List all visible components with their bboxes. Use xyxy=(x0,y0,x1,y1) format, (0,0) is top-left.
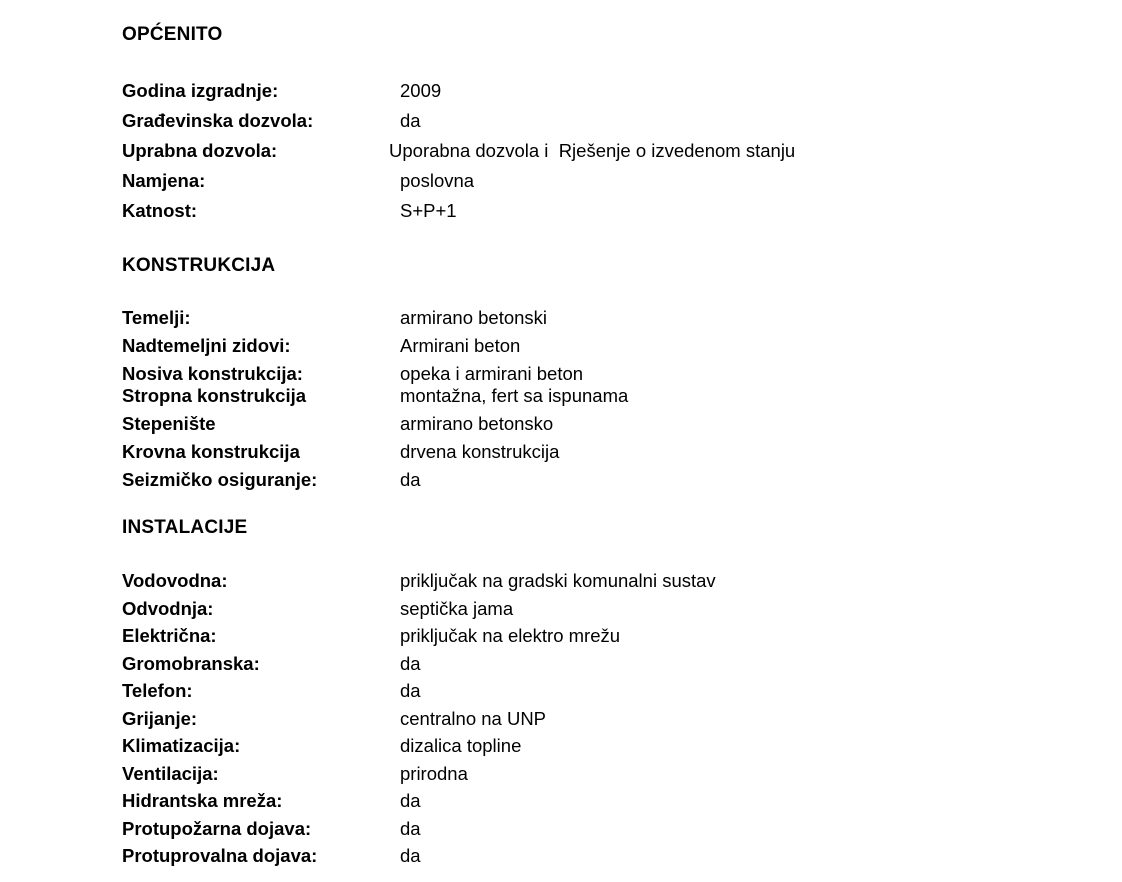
spec-value: armirano betonsko xyxy=(400,413,554,434)
spec-value: da xyxy=(400,680,421,701)
spec-label: Protuprovalna dojava: xyxy=(122,845,318,866)
spec-row xyxy=(122,171,1082,190)
spec-label: Gromobranska: xyxy=(122,652,260,674)
spec-section xyxy=(122,256,1082,489)
spec-value: da xyxy=(400,110,421,131)
spec-label: Stepenište xyxy=(122,413,216,434)
spec-value: 2009 xyxy=(400,80,442,101)
spec-row xyxy=(122,681,1082,700)
spec-value: da xyxy=(400,469,421,490)
spec-value: da xyxy=(400,652,421,674)
spec-label: Vodovodna: xyxy=(122,570,228,591)
spec-value: poslovna xyxy=(400,170,475,191)
spec-row xyxy=(122,442,1082,461)
spec-row xyxy=(122,201,1082,220)
section-rows xyxy=(122,308,1082,489)
spec-value: da xyxy=(400,817,421,839)
spec-label: Godina izgradnje: xyxy=(122,80,279,101)
section-rows xyxy=(122,81,1082,220)
spec-row xyxy=(122,141,1082,160)
spec-label: Krovna konstrukcija xyxy=(122,441,300,462)
spec-value: da xyxy=(400,790,421,811)
spec-label: Temelji: xyxy=(122,307,191,328)
spec-row xyxy=(122,709,1082,728)
spec-row xyxy=(122,386,1082,405)
section-title: KONSTRUKCIJA xyxy=(122,255,276,276)
spec-section xyxy=(122,518,1082,865)
spec-label: Ventilacija: xyxy=(122,762,219,784)
spec-value: priključak na gradski komunalni sustav xyxy=(400,570,716,591)
spec-value: priključak na elektro mrežu xyxy=(400,625,621,646)
spec-value: dizalica topline xyxy=(400,735,522,756)
section-title: OPĆENITO xyxy=(122,24,223,45)
spec-row xyxy=(122,846,1082,865)
spec-row xyxy=(122,308,1082,327)
spec-label: Telefon: xyxy=(122,680,193,701)
spec-value: armirano betonski xyxy=(400,307,548,328)
spec-row xyxy=(122,736,1082,755)
spec-value: drvena konstrukcija xyxy=(400,441,560,462)
spec-label: Nadtemeljni zidovi: xyxy=(122,335,291,356)
spec-label: Stropna konstrukcija xyxy=(122,385,307,406)
spec-label: Protupožarna dojava: xyxy=(122,817,312,839)
spec-value: S+P+1 xyxy=(400,200,457,221)
spec-value: centralno na UNP xyxy=(400,707,547,729)
spec-label: Seizmičko osiguranje: xyxy=(122,469,318,490)
spec-label: Grijanje: xyxy=(122,707,198,729)
spec-row xyxy=(122,599,1082,618)
spec-label: Katnost: xyxy=(122,200,198,221)
spec-row xyxy=(122,111,1082,130)
spec-value: septička jama xyxy=(400,597,514,619)
spec-value: prirodna xyxy=(400,762,468,784)
spec-row xyxy=(122,81,1082,100)
spec-value: Armirani beton xyxy=(400,335,521,356)
spec-label: Klimatizacija: xyxy=(122,735,241,756)
spec-row xyxy=(122,414,1082,433)
spec-label: Odvodnja: xyxy=(122,597,214,619)
spec-label: Nosiva konstrukcija: xyxy=(122,363,303,384)
spec-value: montažna, fert sa ispunama xyxy=(400,385,629,406)
spec-row xyxy=(122,571,1082,590)
section-rows xyxy=(122,571,1082,865)
document-sections xyxy=(122,25,1082,865)
spec-label: Hidrantska mreža: xyxy=(122,790,283,811)
spec-row xyxy=(122,764,1082,783)
spec-row xyxy=(122,626,1082,645)
spec-label: Električna: xyxy=(122,625,217,646)
spec-value: opeka i armirani beton xyxy=(400,363,584,384)
spec-value: da xyxy=(400,845,421,866)
spec-value: Uporabna dozvola i Rješenje o izvedenom stanju xyxy=(389,140,796,161)
spec-row xyxy=(122,364,1082,383)
spec-label: Građevinska dozvola: xyxy=(122,110,314,131)
spec-row xyxy=(122,470,1082,489)
spec-row xyxy=(122,654,1082,673)
section-title: INSTALACIJE xyxy=(122,517,248,538)
spec-row xyxy=(122,336,1082,355)
spec-label: Namjena: xyxy=(122,170,206,191)
spec-row xyxy=(122,819,1082,838)
spec-label: Uprabna dozvola: xyxy=(122,140,278,161)
spec-row xyxy=(122,791,1082,810)
spec-section xyxy=(122,25,1082,220)
